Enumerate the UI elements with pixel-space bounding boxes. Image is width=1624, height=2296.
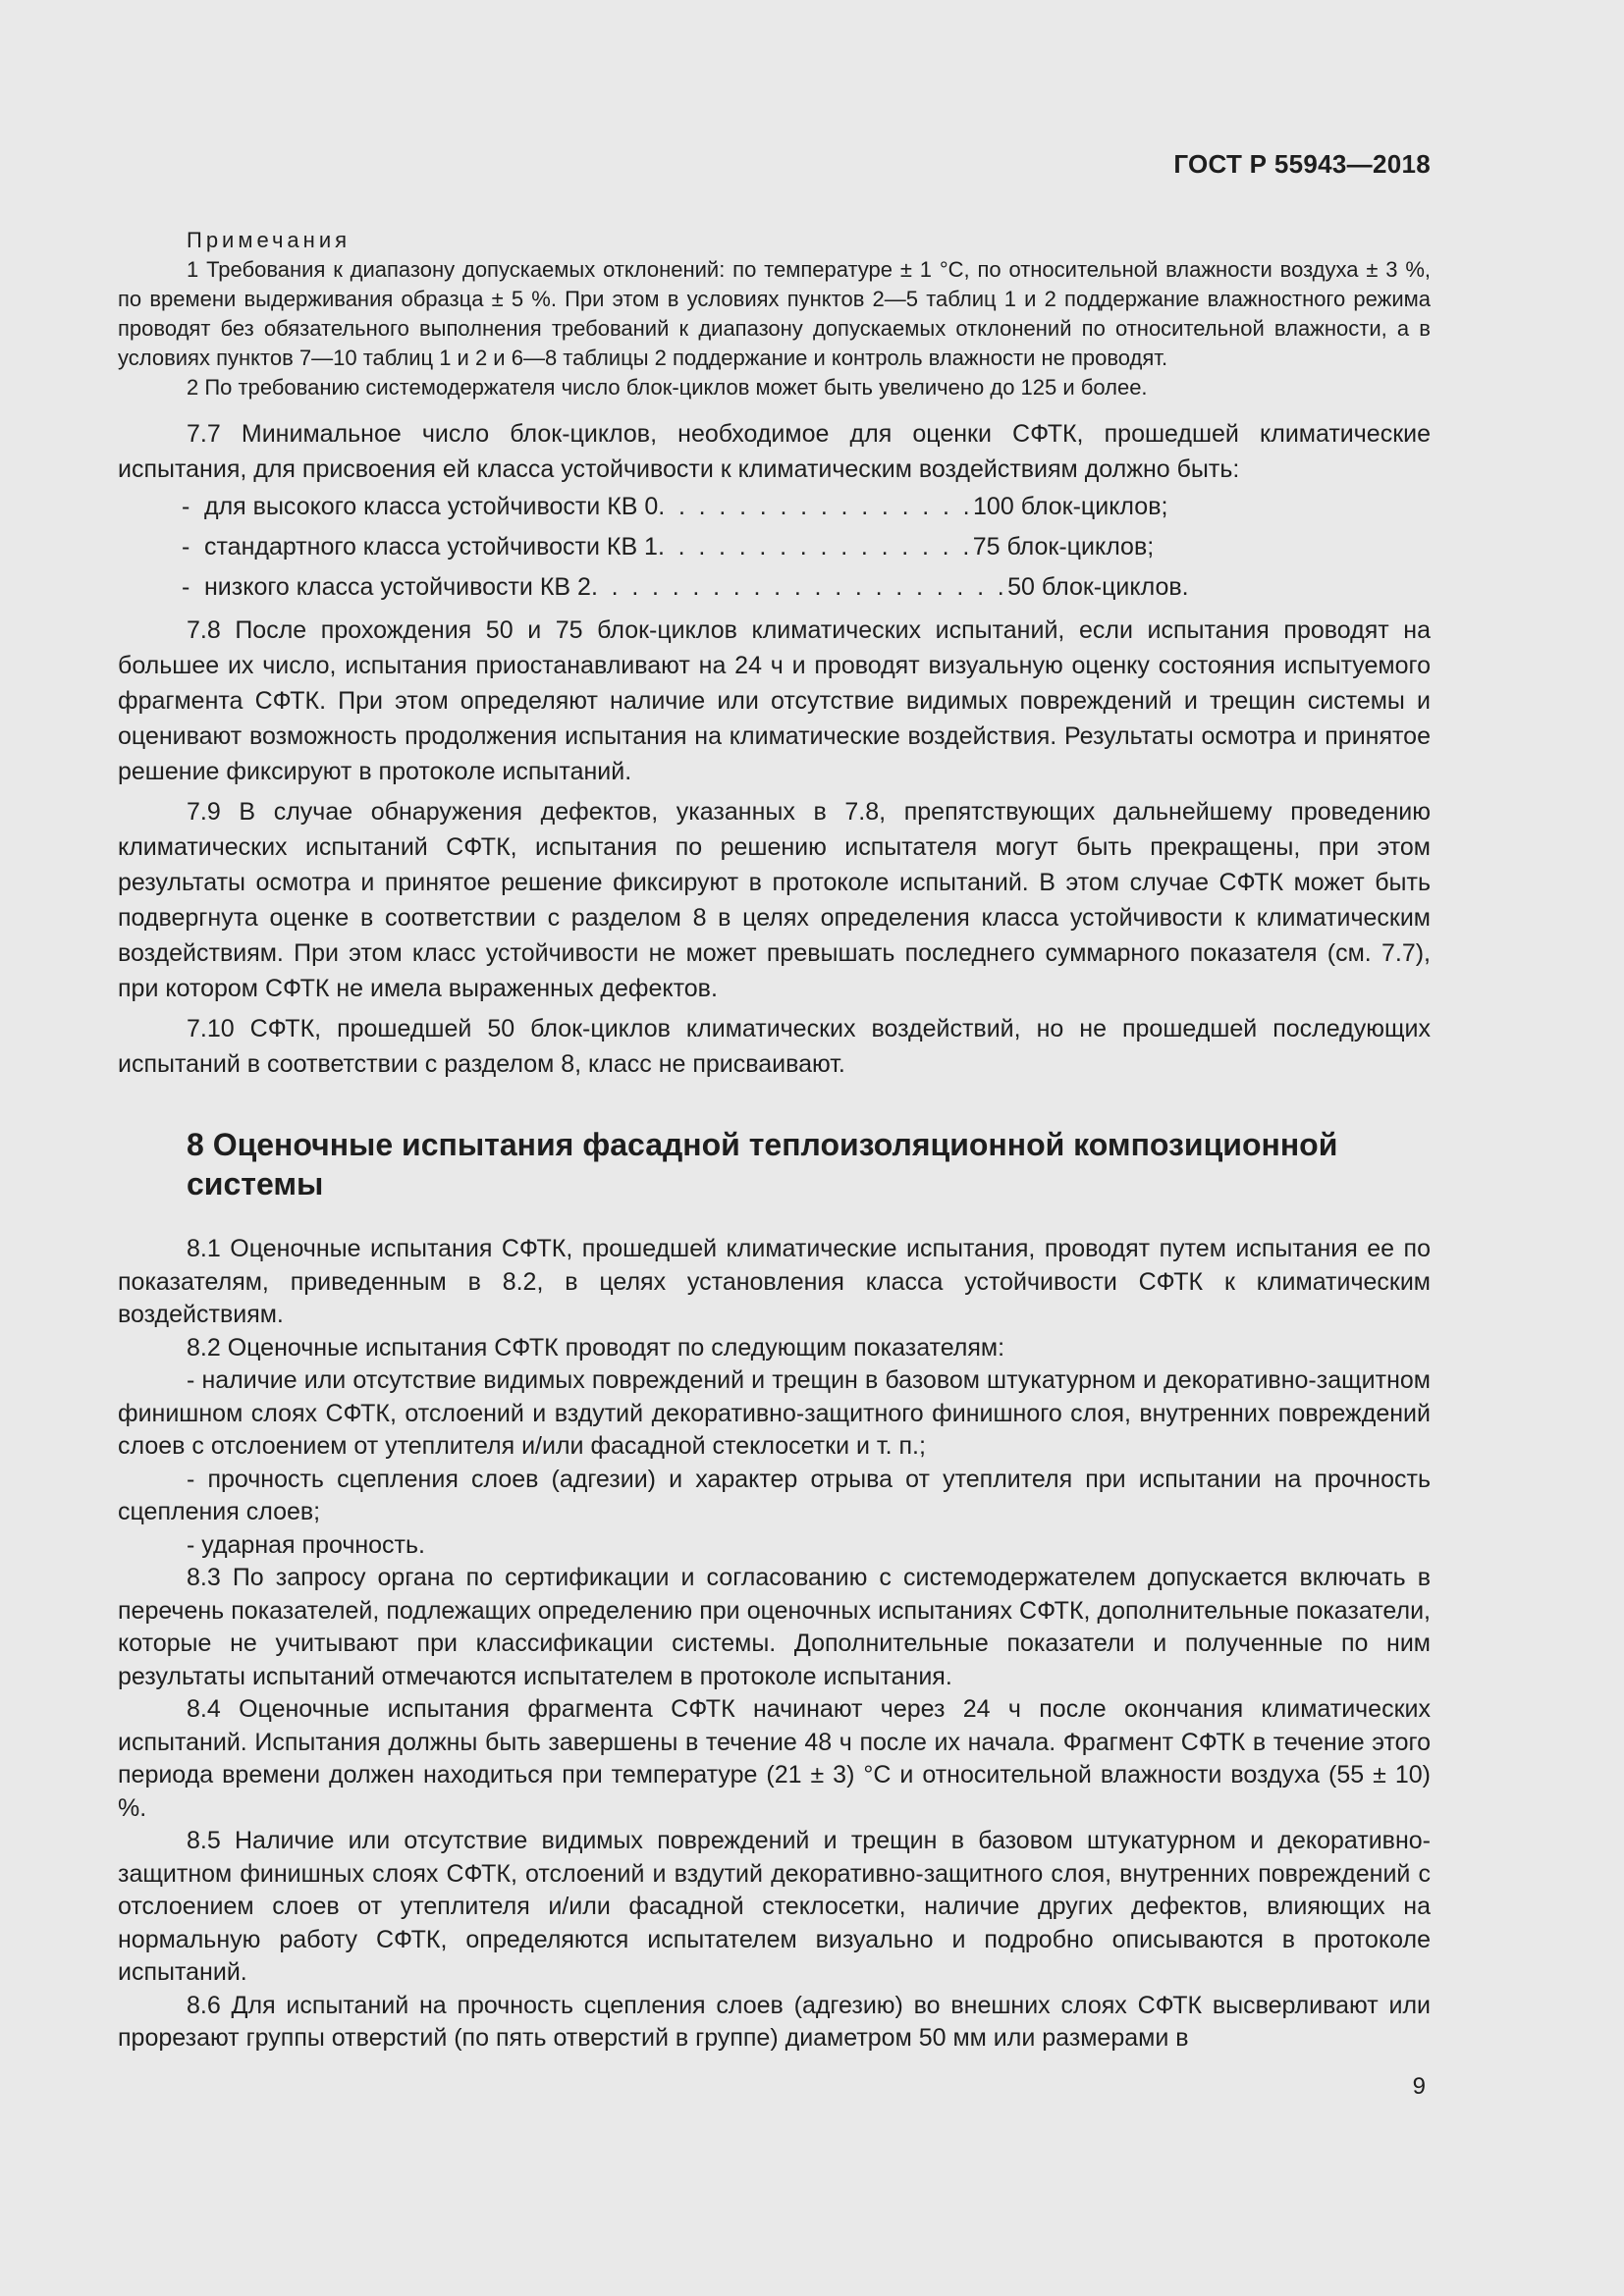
notes-block [118, 226, 1431, 402]
paragraph-8-2-item-1: - наличие или отсутствие видимых повреждений и трещин в базовом штукатурном и декоративно-защитном финишном слоях СФТК, отслоений и вздутий декоративно-защитного финишного слоя, внутренних повреждений слоев с отслоением от утеплителя и/или фасадной стеклосетки и т. п.; [118, 1366, 1431, 1460]
note-item-1: 1 Требования к диапазону допускаемых отклонений: по температуре ± 1 °С, по относительной влажности воздуха ± 3 %, по времени выдерживания образца ± 5 %. При этом в условиях пунктов 2—5 таблиц 1 и 2 поддержание влажностного режима проводят без обязательного выполнения требований к диапазону допускаемых отклонений по относительной влажности, а в условиях пунктов 7—10 таблиц 1 и 2 и 6—8 таблицы 2 поддержание и контроль влажности не проводят. [118, 257, 1431, 370]
list-value: 100 блок-циклов; [973, 493, 1168, 520]
section-7-body [118, 416, 1431, 1082]
paragraph-7-10: 7.10 СФТК, прошедшей 50 блок-циклов климатических воздействий, но не прошедшей последующих испытаний в соответствии с разделом 8, класс не присваивают. [118, 1015, 1431, 1078]
notes-title: Примечания [187, 228, 352, 252]
list-dash: - [182, 573, 190, 601]
paragraph-8-1: 8.1 Оценочные испытания СФТК, прошедшей климатические испытания, проводят путем испытания ее по показателям, приведенным в 8.2, в целях установления класса устойчивости СФТК к климатическим воздействиям. [118, 1235, 1431, 1328]
list-item-kv1 [182, 527, 1431, 567]
paragraph-7-9: 7.9 В случае обнаружения дефектов, указанных в 7.8, препятствующих дальнейшему проведению климатических испытаний СФТК, испытания по решению испытателя могут быть прекращены, при этом результаты осмотра и принятое решение фиксируют в протоколе испытаний. В этом случае СФТК может быть подвергнута оценке в соответствии с разделом 8 в целях определения класса устойчивости к климатическим воздействиям. При этом класс устойчивости не может превышать последнего суммарного показателя (см. 7.7), при котором СФТК не имела выраженных дефектов. [118, 798, 1431, 1002]
paragraph-8-6: 8.6 Для испытаний на прочность сцепления слоев (адгезию) во внешних слоях СФТК высверливают или прорезают группы отверстий (по пять отверстий в группе) диаметром 50 мм или размерами в [118, 1991, 1431, 2052]
standard-code-header: ГОСТ Р 55943—2018 [1173, 149, 1431, 179]
list-item-kv2 [182, 567, 1431, 608]
list-label: стандартного класса устойчивости КВ 1 [204, 533, 658, 561]
list-dash: - [182, 493, 190, 520]
list-label: для высокого класса устойчивости КВ 0 [204, 493, 659, 520]
paragraph-8-4: 8.4 Оценочные испытания фрагмента СФТК начинают через 24 ч после окончания климатических испытаний. Испытания должны быть завершены в течение 48 ч после их начала. Фрагмент СФТК в течение этого периода времени должен находиться при температуре (21 ± 3) °С и относительной влажности воздуха (55 ± 10) %. [118, 1695, 1431, 1822]
list-value: 75 блок-циклов; [972, 533, 1155, 561]
list-label: низкого класса устойчивости КВ 2 [204, 573, 591, 601]
paragraph-8-2: 8.2 Оценочные испытания СФТК проводят по следующим показателям: [187, 1333, 1005, 1362]
list-dash: - [182, 533, 190, 561]
leader-dots: . . . . . . . . . . . . . . . . [657, 533, 973, 561]
list-item-kv0 [182, 487, 1431, 527]
section-8-heading: 8 Оценочные испытания фасадной теплоизоляционной композиционной системы [187, 1127, 1338, 1201]
leader-dots: . . . . . . . . . . . . . . . . . . . . . [590, 573, 1008, 601]
note-item-2: 2 По требованию системодержателя число блок-циклов может быть увеличено до 125 и более. [187, 375, 1148, 400]
paragraph-8-3: 8.3 По запросу органа по сертификации и согласованию с системодержателем допускается включать в перечень показателей, подлежащих определению при оценочных испытаниях СФТК, дополнительные показатели, которые не учитывают при классификации системы. Дополнительные показатели и полученные по ним результаты испытаний отмечаются испытателем в протоколе испытания. [118, 1564, 1431, 1690]
page-number: 9 [1412, 2073, 1426, 2100]
paragraph-8-5: 8.5 Наличие или отсутствие видимых повреждений и трещин в базовом штукатурном и декоративно-защитном финишных слоях СФТК, отслоений и вздутий декоративно-защитного слоя, внутренних повреждений с отслоением слоев от утеплителя и/или фасадной стеклосетки, наличие других дефектов, влияющих на нормальную работу СФТК, определяются испытателем визуально и подробно описываются в протоколе испытаний. [118, 1827, 1431, 1986]
section-8-body [118, 1125, 1431, 2056]
paragraph-8-2-item-2: - прочность сцепления слоев (адгезии) и характер отрыва от утеплителя при испытании на прочность сцепления слоев; [118, 1465, 1431, 1525]
paragraph-7-7: 7.7 Минимальное число блок-циклов, необходимое для оценки СФТК, прошедшей климатические испытания, для присвоения ей класса устойчивости к климатическим воздействиям должно быть: [118, 420, 1431, 483]
paragraph-7-8: 7.8 После прохождения 50 и 75 блок-циклов климатических испытаний, если испытания проводят на большее их число, испытания приостанавливают на 24 ч и проводят визуальную оценку состояния испытуемого фрагмента СФТК. При этом определяют наличие или отсутствие видимых повреждений и трещин системы и оценивают возможность продолжения испытания на климатические воздействия. Результаты осмотра и принятое решение фиксируют в протоколе испытаний. [118, 616, 1431, 785]
list-value: 50 блок-циклов. [1007, 573, 1189, 601]
paragraph-8-2-item-3: - ударная прочность. [187, 1530, 425, 1559]
leader-dots: . . . . . . . . . . . . . . . . [658, 493, 974, 520]
page-content [118, 226, 1431, 2056]
